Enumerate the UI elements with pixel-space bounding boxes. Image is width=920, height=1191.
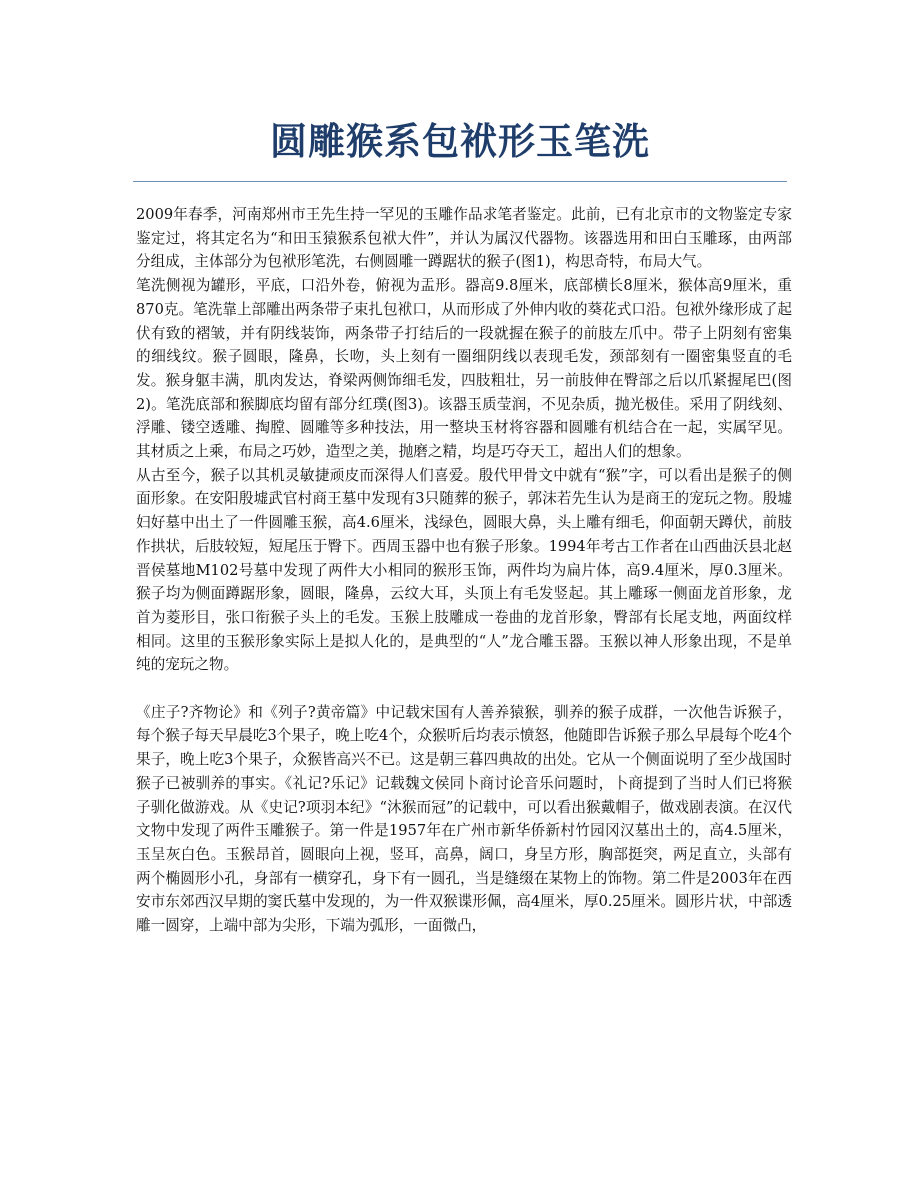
paragraph-1: 2009年春季，河南郑州市王先生持一罕见的玉雕作品求笔者鉴定。此前，已有北京市的文物鉴定专家鉴定过，将其定名为“和田玉猿猴系包袱大件”，并认为属汉代器物。该器选用和田白玉雕琢，由两部分组成，主体部分为包袱形笔洗，右侧圆雕一蹲踞状的猴子(图1)，构思奇特，布局大气。 [136, 206, 792, 271]
document-body [136, 203, 792, 938]
paragraph-3: 从古至今，猴子以其机灵敏捷顽皮而深得人们喜爱。殷代甲骨文中就有“猴”字，可以看出是猴子的侧面形象。在安阳殷墟武官村商王墓中发现有3只随葬的猴子，郭沫若先生认为是商王的宠玩之物。殷墟妇好墓中出土了一件圆雕玉猴，高4.6厘米，浅绿色，圆眼大鼻，头上雕有细毛，仰面朝天蹲伏，前肢作拱状，后肢较短，短尾压于臀下。西周玉器中也有猴子形象。1994年考古工作者在山西曲沃县北赵晋侯墓地M102号墓中发现了两件大小相同的猴形玉饰，两件均为扁片体，高9.4厘米，厚0.3厘米。猴子均为侧面蹲踞形象，圆眼，隆鼻，云纹大耳，头顶上有毛发竖起。其上雕琢一侧面龙首形象，龙首为菱形目，张口衔猴子头上的毛发。玉猴上肢雕成一卷曲的龙首形象，臀部有长尾支地，两面纹样相同。这里的玉猴形象实际上是拟人化的，是典型的“人”龙合雕玉器。玉猴以神人形象出现，不是单纯的宠玩之物。 [136, 466, 792, 674]
paragraph-4: 《庄子?齐物论》和《列子?黄帝篇》中记载宋国有人善养猿猴，驯养的猴子成群，一次他告诉猴子，每个猴子每天早晨吃3个果子，晚上吃4个，众猴听后均表示愤怒，他随即告诉猴子那么早晨每个吃4个果子，晚上吃3个果子，众猴皆高兴不已。这是朝三暮四典故的出处。它从一个侧面说明了至少战国时猴子已被驯养的事实。《礼记?乐记》记载魏文侯同卜商讨论音乐问题时，卜商提到了当时人们已将猴子驯化做游戏。从《史记?项羽本纪》“沐猴而冠”的记载中，可以看出猴戴帽子，做戏剧表演。在汉代文物中发现了两件玉雕猴子。第一件是1957年在广州市新华侨新村竹园冈汉墓出土的，高4.5厘米，玉呈灰白色。玉猴昂首，圆眼向上视，竖耳，高鼻，阔口，身呈方形，胸部挺突，两足直立，头部有两个椭圆形小孔，身部有一横穿孔，身下有一圆孔，当是缝缀在某物上的饰物。第二件是2003年在西安市东郊西汉早期的窦氏墓中发现的，为一件双猴谍形佩，高4厘米，厚0.25厘米。圆形片状，中部透雕一圆穿，上端中部为尖形，下端为弧形，一面微凸， [136, 703, 792, 935]
paragraph-2: 笔洗侧视为罐形，平底，口沿外卷，俯视为盂形。器高9.8厘米，底部横长8厘米，猴体高9厘米，重870克。笔洗靠上部雕出两条带子束扎包袱口，从而形成了外伸内收的葵花式口沿。包袱外缘形成了起伏有致的褶皱，并有阴线装饰，两条带子打结后的一段就握在猴子的前肢左爪中。带子上阴刻有密集的细线纹。猴子圆眼，隆鼻，长吻，头上刻有一圈细阴线以表现毛发，颈部刻有一圈密集竖直的毛发。猴身躯丰满，肌肉发达，脊梁两侧饰细毛发，四肢粗壮，另一前肢伸在臀部之后以爪紧握尾巴(图2)。笔洗底部和猴脚底均留有部分红璞(图3)。该器玉质莹润，不见杂质，抛光极佳。采用了阴线刻、浮雕、镂空透雕、掏膛、圆雕等多种技法，用一整块玉材将容器和圆雕有机结合在一起，实属罕见。其材质之上乘，布局之巧妙，造型之美，抛磨之精，均是巧夺天工，超出人们的想象。 [136, 277, 792, 461]
title-divider [133, 181, 787, 182]
document-title: 圆雕猴系包袱形玉笔洗 [270, 120, 650, 163]
